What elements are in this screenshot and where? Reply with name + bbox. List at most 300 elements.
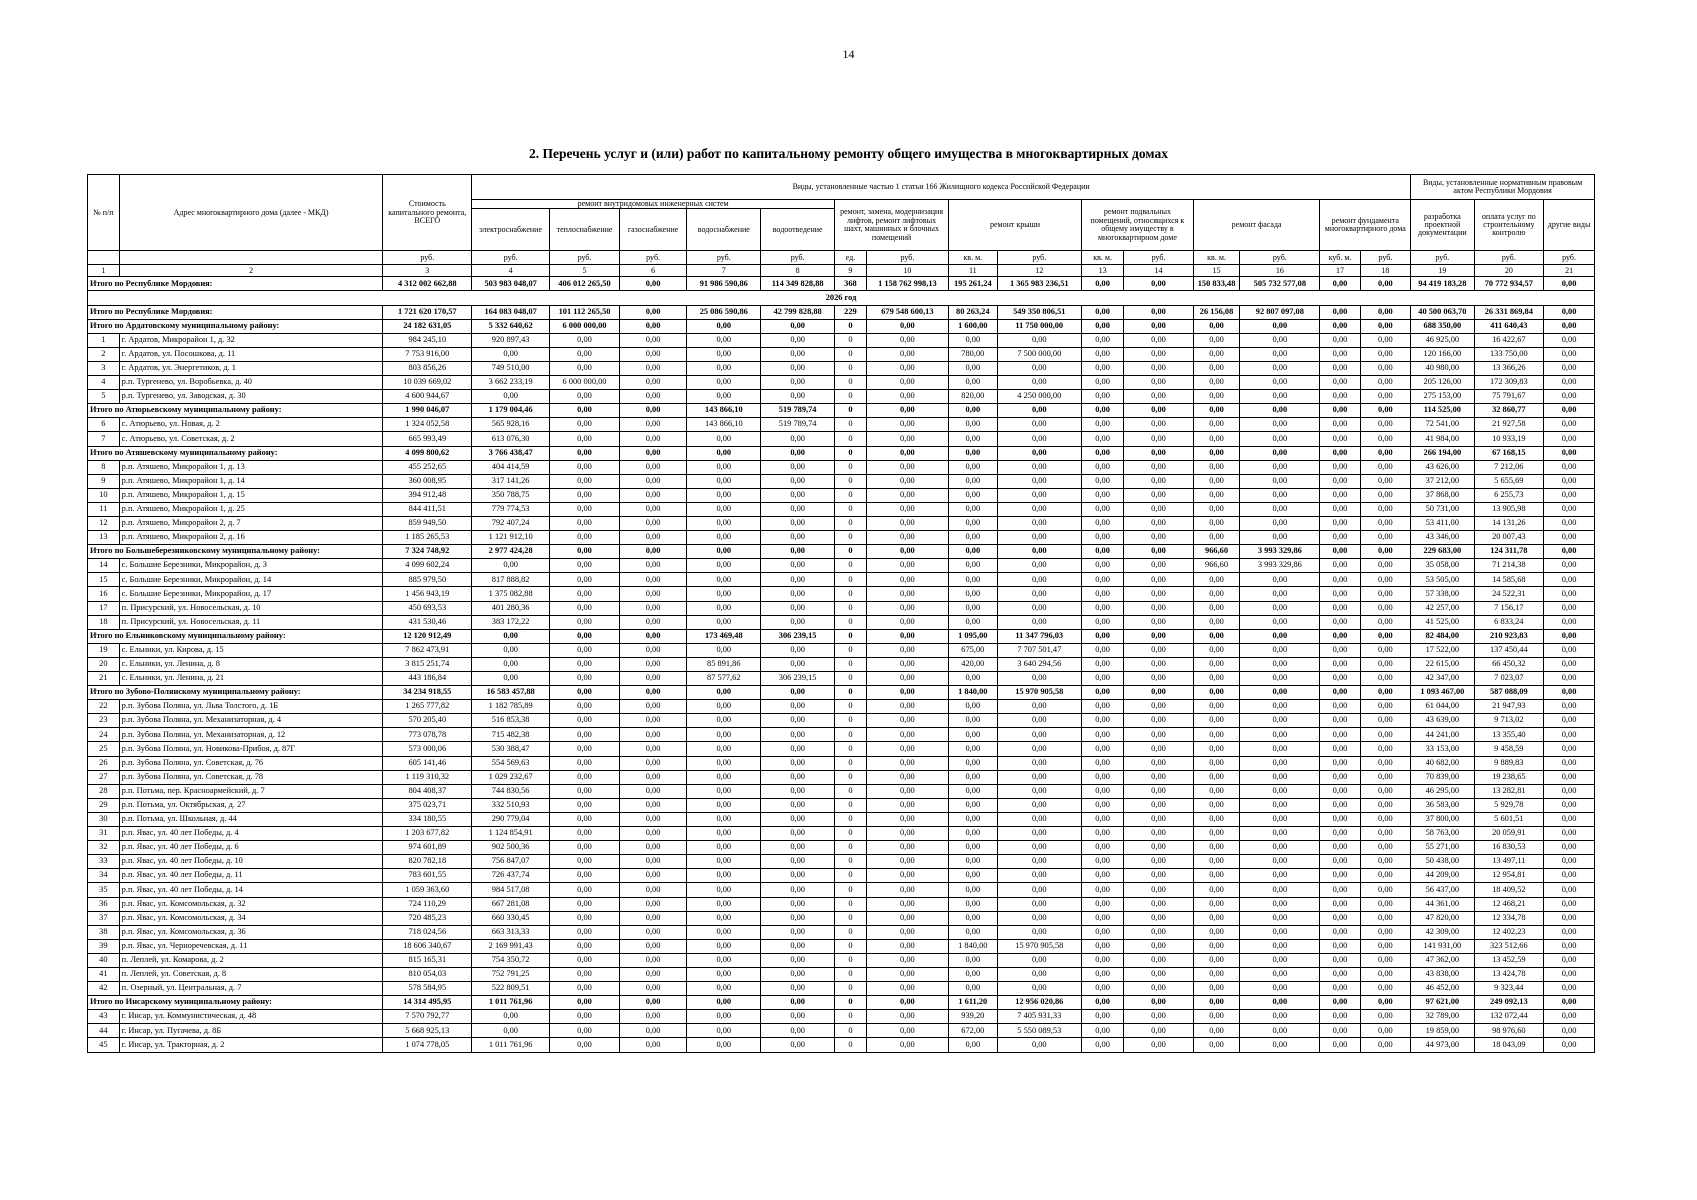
value-cell: 780,00 — [949, 347, 998, 361]
value-cell: 0,00 — [1240, 531, 1320, 545]
value-cell: 0,00 — [1544, 488, 1595, 502]
value-cell: 0,00 — [1240, 347, 1320, 361]
column-number: 19 — [1411, 265, 1474, 277]
value-cell: 0,00 — [619, 672, 687, 686]
value-cell: 0,00 — [949, 756, 998, 770]
value-cell: 844 411,51 — [383, 502, 472, 516]
header-sewer: водоотведение — [761, 209, 835, 251]
value-cell: 383 172,22 — [472, 615, 550, 629]
value-cell: 0,00 — [1193, 1010, 1239, 1024]
value-cell: 0 — [835, 827, 867, 841]
value-cell: 6 000 000,00 — [550, 376, 620, 390]
value-cell: 726 437,74 — [472, 869, 550, 883]
value-cell: 0,00 — [949, 967, 998, 981]
value-cell: 0,00 — [866, 347, 948, 361]
value-cell: 570 205,40 — [383, 714, 472, 728]
value-cell: 91 986 590,86 — [687, 277, 761, 291]
value-cell: 0,00 — [1240, 460, 1320, 474]
value-cell: 1 093 467,00 — [1411, 686, 1474, 700]
value-cell: 0,00 — [866, 982, 948, 996]
row-address: п. Леплей, ул. Комарова, д. 2 — [119, 953, 383, 967]
value-cell: 0 — [835, 897, 867, 911]
row-address: р.п. Потьма, ул. Школьная, д. 44 — [119, 812, 383, 826]
value-cell: 0,00 — [997, 488, 1081, 502]
value-cell: 0,00 — [1193, 587, 1239, 601]
value-cell: 0,00 — [550, 488, 620, 502]
value-cell: 0 — [835, 939, 867, 953]
header-facade: ремонт фасада — [1193, 200, 1320, 251]
unit-cell: руб. — [1474, 251, 1544, 265]
value-cell: 0,00 — [1320, 347, 1360, 361]
value-cell: 0,00 — [997, 531, 1081, 545]
value-cell: 0,00 — [1360, 376, 1411, 390]
value-cell: 0,00 — [949, 798, 998, 812]
value-cell: 0,00 — [1240, 996, 1320, 1010]
value-cell: 50 731,00 — [1411, 502, 1474, 516]
value-cell: 0,00 — [949, 827, 998, 841]
value-cell: 317 141,26 — [472, 474, 550, 488]
value-cell: 37 800,00 — [1411, 812, 1474, 826]
value-cell: 0,00 — [866, 686, 948, 700]
value-cell: 13 424,78 — [1474, 967, 1544, 981]
header-address: Адрес многоквартирного дома (далее - МКД) — [119, 175, 383, 251]
value-cell: 0,00 — [1544, 305, 1595, 319]
value-cell: 401 280,36 — [472, 601, 550, 615]
value-cell: 0,00 — [1081, 559, 1123, 573]
value-cell: 0,00 — [1544, 643, 1595, 657]
value-cell: 0,00 — [1081, 672, 1123, 686]
value-cell: 0,00 — [1320, 728, 1360, 742]
value-cell: 0,00 — [997, 883, 1081, 897]
value-cell: 0,00 — [619, 982, 687, 996]
value-cell: 0,00 — [619, 1010, 687, 1024]
value-cell: 0,00 — [1240, 474, 1320, 488]
value-cell: 0,00 — [1081, 1010, 1123, 1024]
value-cell: 0,00 — [1360, 1010, 1411, 1024]
value-cell: 0,00 — [1193, 460, 1239, 474]
value-cell: 443 186,84 — [383, 672, 472, 686]
unit-cell: куб. м. — [1320, 251, 1360, 265]
value-cell: 0,00 — [997, 432, 1081, 446]
value-cell: 1 124 854,91 — [472, 827, 550, 841]
value-cell: 0,00 — [1193, 756, 1239, 770]
value-cell: 0,00 — [1081, 502, 1123, 516]
table-row — [88, 516, 1595, 530]
value-cell: 173 469,48 — [687, 629, 761, 643]
value-cell: 0,00 — [687, 812, 761, 826]
value-cell: 164 083 048,07 — [472, 305, 550, 319]
header-foundation: ремонт фундамента многоквартирного дома — [1320, 200, 1411, 251]
value-cell: 0,00 — [997, 516, 1081, 530]
value-cell: 820 782,18 — [383, 855, 472, 869]
value-cell: 578 584,95 — [383, 982, 472, 996]
value-cell: 0,00 — [550, 615, 620, 629]
row-number: 27 — [88, 770, 120, 784]
value-cell: 667 281,08 — [472, 897, 550, 911]
value-cell: 0,00 — [1360, 798, 1411, 812]
table-row — [88, 770, 1595, 784]
value-cell: 0,00 — [761, 700, 835, 714]
value-cell: 0,00 — [1320, 672, 1360, 686]
value-cell: 0,00 — [1544, 798, 1595, 812]
value-cell: 505 732 577,08 — [1240, 277, 1320, 291]
value-cell: 0,00 — [1320, 474, 1360, 488]
value-cell: 42 347,00 — [1411, 672, 1474, 686]
value-cell: 0,00 — [949, 474, 998, 488]
table-row — [88, 756, 1595, 770]
value-cell: 0,00 — [619, 418, 687, 432]
value-cell: 0,00 — [1544, 629, 1595, 643]
table-row — [88, 897, 1595, 911]
value-cell: 21 947,93 — [1474, 700, 1544, 714]
value-cell: 0,00 — [1193, 376, 1239, 390]
value-cell: 0,00 — [1124, 404, 1194, 418]
value-cell: 1 158 762 998,13 — [866, 277, 948, 291]
value-cell: 0,00 — [761, 911, 835, 925]
value-cell: 0,00 — [997, 418, 1081, 432]
value-cell: 120 166,00 — [1411, 347, 1474, 361]
value-cell: 0,00 — [866, 728, 948, 742]
row-address: п. Присурский, ул. Новосельская, д. 11 — [119, 615, 383, 629]
value-cell: 0,00 — [866, 784, 948, 798]
value-cell: 554 569,63 — [472, 756, 550, 770]
value-cell: 0,00 — [619, 869, 687, 883]
value-cell: 0,00 — [949, 982, 998, 996]
value-cell: 94 419 183,28 — [1411, 277, 1474, 291]
value-cell: 817 888,82 — [472, 573, 550, 587]
value-cell: 0,00 — [1360, 446, 1411, 460]
value-cell: 0,00 — [1544, 686, 1595, 700]
value-cell: 0,00 — [687, 798, 761, 812]
value-cell: 0,00 — [1240, 488, 1320, 502]
value-cell: 0,00 — [1240, 1010, 1320, 1024]
value-cell: 7 023,07 — [1474, 672, 1544, 686]
value-cell: 1 611,20 — [949, 996, 998, 1010]
value-cell: 143 866,10 — [687, 418, 761, 432]
row-number: 32 — [88, 841, 120, 855]
value-cell: 0,00 — [949, 516, 998, 530]
row-address: с. Ельники, ул. Ленина, д. 21 — [119, 672, 383, 686]
value-cell: 0,00 — [1193, 488, 1239, 502]
table-row — [88, 953, 1595, 967]
row-number: 8 — [88, 460, 120, 474]
value-cell: 0,00 — [1240, 376, 1320, 390]
value-cell: 0,00 — [761, 686, 835, 700]
value-cell: 0 — [835, 516, 867, 530]
row-number: 12 — [88, 516, 120, 530]
value-cell: 0,00 — [1193, 629, 1239, 643]
value-cell: 1 840,00 — [949, 939, 998, 953]
value-cell: 132 072,44 — [1474, 1010, 1544, 1024]
value-cell: 0,00 — [997, 446, 1081, 460]
value-cell: 519 789,74 — [761, 418, 835, 432]
value-cell: 0,00 — [1193, 361, 1239, 375]
value-cell: 0,00 — [1240, 657, 1320, 671]
value-cell: 0,00 — [1193, 897, 1239, 911]
value-cell: 0,00 — [550, 418, 620, 432]
value-cell: 0,00 — [866, 516, 948, 530]
value-cell: 0,00 — [687, 559, 761, 573]
value-cell: 0,00 — [1320, 629, 1360, 643]
value-cell: 0,00 — [1360, 1038, 1411, 1052]
value-cell: 0,00 — [687, 1038, 761, 1052]
row-number: 43 — [88, 1010, 120, 1024]
row-address: р.п. Зубова Поляна, ул. Льва Толстого, д. 1Б — [119, 700, 383, 714]
value-cell: 0 — [835, 841, 867, 855]
value-cell: 406 012 265,50 — [550, 277, 620, 291]
value-cell: 0,00 — [1360, 911, 1411, 925]
table-row — [88, 939, 1595, 953]
value-cell: 12 954,81 — [1474, 869, 1544, 883]
value-cell: 19 238,65 — [1474, 770, 1544, 784]
column-number: 14 — [1124, 265, 1194, 277]
value-cell: 605 141,46 — [383, 756, 472, 770]
value-cell: 0,00 — [1544, 855, 1595, 869]
value-cell: 0,00 — [1193, 432, 1239, 446]
value-cell: 0,00 — [619, 376, 687, 390]
column-number: 17 — [1320, 265, 1360, 277]
value-cell: 0 — [835, 446, 867, 460]
value-cell: 0,00 — [1240, 333, 1320, 347]
value-cell: 0,00 — [472, 1024, 550, 1038]
value-cell: 0,00 — [619, 347, 687, 361]
value-cell: 1 600,00 — [949, 319, 998, 333]
value-cell: 0,00 — [1081, 629, 1123, 643]
value-cell: 0,00 — [1544, 1038, 1595, 1052]
value-cell: 679 548 600,13 — [866, 305, 948, 319]
value-cell: 5 655,69 — [1474, 474, 1544, 488]
row-address: р.п. Явас, ул. 40 лет Победы, д. 11 — [119, 869, 383, 883]
value-cell: 0,00 — [1193, 686, 1239, 700]
value-cell: 431 530,46 — [383, 615, 472, 629]
value-cell: 0,00 — [1240, 841, 1320, 855]
value-cell: 0,00 — [619, 784, 687, 798]
value-cell: 0,00 — [949, 418, 998, 432]
value-cell: 0,00 — [997, 502, 1081, 516]
value-cell: 0,00 — [619, 967, 687, 981]
value-cell: 0,00 — [1544, 559, 1595, 573]
value-cell: 0,00 — [1240, 432, 1320, 446]
row-number: 45 — [88, 1038, 120, 1052]
value-cell: 0 — [835, 559, 867, 573]
value-cell: 5 550 089,53 — [997, 1024, 1081, 1038]
total-row — [88, 629, 1595, 643]
value-cell: 0,00 — [761, 728, 835, 742]
value-cell: 0,00 — [1124, 911, 1194, 925]
value-cell: 0,00 — [866, 361, 948, 375]
value-cell: 0,00 — [1193, 855, 1239, 869]
value-cell: 0,00 — [1544, 812, 1595, 826]
value-cell: 0,00 — [866, 700, 948, 714]
value-cell: 0,00 — [1320, 404, 1360, 418]
value-cell: 0,00 — [997, 855, 1081, 869]
value-cell: 0,00 — [1124, 657, 1194, 671]
value-cell: 0,00 — [866, 714, 948, 728]
value-cell: 0,00 — [866, 474, 948, 488]
value-cell: 42 799 828,88 — [761, 305, 835, 319]
value-cell: 0,00 — [619, 587, 687, 601]
value-cell: 0,00 — [687, 446, 761, 460]
value-cell: 0,00 — [866, 967, 948, 981]
row-number: 23 — [88, 714, 120, 728]
value-cell: 0,00 — [1124, 982, 1194, 996]
value-cell: 0,00 — [1124, 714, 1194, 728]
row-number: 16 — [88, 587, 120, 601]
value-cell: 0,00 — [1320, 686, 1360, 700]
value-cell: 0,00 — [997, 1038, 1081, 1052]
value-cell: 0 — [835, 615, 867, 629]
value-cell: 0,00 — [550, 1024, 620, 1038]
value-cell: 0,00 — [1544, 376, 1595, 390]
column-number: 1 — [88, 265, 120, 277]
value-cell: 0 — [835, 347, 867, 361]
value-cell: 0,00 — [619, 531, 687, 545]
value-cell: 0,00 — [1124, 939, 1194, 953]
value-cell: 0,00 — [1193, 333, 1239, 347]
value-cell: 33 153,00 — [1411, 742, 1474, 756]
value-cell: 0 — [835, 629, 867, 643]
header-basement: ремонт подвальных помещений, относящихся к общему имуществу в многоквартирном доме — [1081, 200, 1193, 251]
value-cell: 0,00 — [1193, 714, 1239, 728]
value-cell: 0,00 — [1320, 361, 1360, 375]
value-cell: 0 — [835, 657, 867, 671]
row-number: 33 — [88, 855, 120, 869]
value-cell: 0,00 — [761, 446, 835, 460]
value-cell: 0,00 — [687, 474, 761, 488]
value-cell: 0,00 — [1320, 531, 1360, 545]
column-number: 2 — [119, 265, 383, 277]
value-cell: 0,00 — [1124, 883, 1194, 897]
value-cell: 0,00 — [687, 784, 761, 798]
value-cell: 0,00 — [619, 615, 687, 629]
column-number: 16 — [1240, 265, 1320, 277]
value-cell: 0,00 — [619, 404, 687, 418]
value-cell: 0,00 — [761, 545, 835, 559]
value-cell: 0,00 — [1544, 390, 1595, 404]
value-cell: 0,00 — [1544, 587, 1595, 601]
value-cell: 0,00 — [687, 869, 761, 883]
value-cell: 4 099 602,24 — [383, 559, 472, 573]
value-cell: 0,00 — [1124, 390, 1194, 404]
table-row — [88, 643, 1595, 657]
value-cell: 195 261,24 — [949, 277, 998, 291]
value-cell: 0,00 — [1124, 1024, 1194, 1038]
row-number: 6 — [88, 418, 120, 432]
value-cell: 5 929,78 — [1474, 798, 1544, 812]
row-address: р.п. Зубова Поляна, ул. Советская, д. 78 — [119, 770, 383, 784]
value-cell: 0,00 — [761, 1024, 835, 1038]
row-address: с. Ельники, ул. Кирова, д. 15 — [119, 643, 383, 657]
value-cell: 12 334,78 — [1474, 911, 1544, 925]
unit-cell: кв. м. — [949, 251, 998, 265]
table-row — [88, 559, 1595, 573]
row-number: 29 — [88, 798, 120, 812]
row-address: г. Инсар, ул. Тракторная, д. 2 — [119, 1038, 383, 1052]
value-cell: 323 512,66 — [1474, 939, 1544, 953]
value-cell: 0,00 — [1081, 601, 1123, 615]
value-cell: 56 437,00 — [1411, 883, 1474, 897]
value-cell: 0,00 — [1360, 657, 1411, 671]
header-other: другие виды — [1544, 200, 1595, 251]
value-cell: 25 086 590,86 — [687, 305, 761, 319]
value-cell: 0,00 — [619, 502, 687, 516]
value-cell: 47 362,00 — [1411, 953, 1474, 967]
value-cell: 18 606 340,67 — [383, 939, 472, 953]
value-cell: 0,00 — [550, 855, 620, 869]
value-cell: 0,00 — [1320, 742, 1360, 756]
row-number: 11 — [88, 502, 120, 516]
value-cell: 0,00 — [619, 432, 687, 446]
value-cell: 0,00 — [550, 643, 620, 657]
value-cell: 0 — [835, 1038, 867, 1052]
value-cell: 0 — [835, 672, 867, 686]
value-cell: 0,00 — [619, 798, 687, 812]
value-cell: 0,00 — [1081, 488, 1123, 502]
value-cell: 1 375 082,88 — [472, 587, 550, 601]
table-row — [88, 573, 1595, 587]
value-cell: 46 452,00 — [1411, 982, 1474, 996]
value-cell: 0,00 — [1081, 516, 1123, 530]
value-cell: 0,00 — [997, 587, 1081, 601]
value-cell: 0,00 — [1193, 347, 1239, 361]
value-cell: 715 482,38 — [472, 728, 550, 742]
value-cell: 0,00 — [619, 883, 687, 897]
row-number: 37 — [88, 911, 120, 925]
value-cell: 0,00 — [1544, 601, 1595, 615]
value-cell: 0,00 — [619, 953, 687, 967]
value-cell: 0,00 — [1081, 376, 1123, 390]
units-row — [88, 251, 1595, 265]
value-cell: 35 058,00 — [1411, 559, 1474, 573]
value-cell: 0,00 — [1193, 967, 1239, 981]
value-cell: 0,00 — [1544, 460, 1595, 474]
value-cell: 53 505,00 — [1411, 573, 1474, 587]
value-cell: 20 059,91 — [1474, 827, 1544, 841]
value-cell: 0,00 — [550, 361, 620, 375]
value-cell: 0,00 — [550, 460, 620, 474]
value-cell: 1 119 310,32 — [383, 770, 472, 784]
value-cell: 0,00 — [687, 502, 761, 516]
value-cell: 0,00 — [1193, 841, 1239, 855]
value-cell: 0,00 — [1124, 432, 1194, 446]
value-cell: 0,00 — [866, 545, 948, 559]
value-cell: 0 — [835, 573, 867, 587]
value-cell: 0,00 — [1193, 474, 1239, 488]
value-cell: 420,00 — [949, 657, 998, 671]
value-cell: 0,00 — [761, 615, 835, 629]
row-address: р.п. Явас, ул. Комсомольская, д. 32 — [119, 897, 383, 911]
row-address: с. Большие Березники, Микрорайон, д. 3 — [119, 559, 383, 573]
value-cell: 0,00 — [1320, 982, 1360, 996]
value-cell: 0,00 — [1360, 1024, 1411, 1038]
value-cell: 66 450,32 — [1474, 657, 1544, 671]
value-cell: 13 497,11 — [1474, 855, 1544, 869]
value-cell: 966,60 — [1193, 545, 1239, 559]
table-row — [88, 531, 1595, 545]
value-cell: 0 — [835, 1024, 867, 1038]
table-row — [88, 376, 1595, 390]
header-group-federal: Виды, установленные частью 1 статьи 166 Жилищного кодекса Российской Федерации — [472, 175, 1411, 200]
value-cell: 0,00 — [761, 516, 835, 530]
value-cell: 0,00 — [1081, 784, 1123, 798]
value-cell: 0,00 — [1544, 432, 1595, 446]
value-cell: 0,00 — [866, 1024, 948, 1038]
value-cell: 0,00 — [949, 1038, 998, 1052]
value-cell: 0,00 — [1124, 742, 1194, 756]
value-cell: 55 271,00 — [1411, 841, 1474, 855]
value-cell: 0,00 — [761, 643, 835, 657]
value-cell: 0,00 — [1544, 925, 1595, 939]
